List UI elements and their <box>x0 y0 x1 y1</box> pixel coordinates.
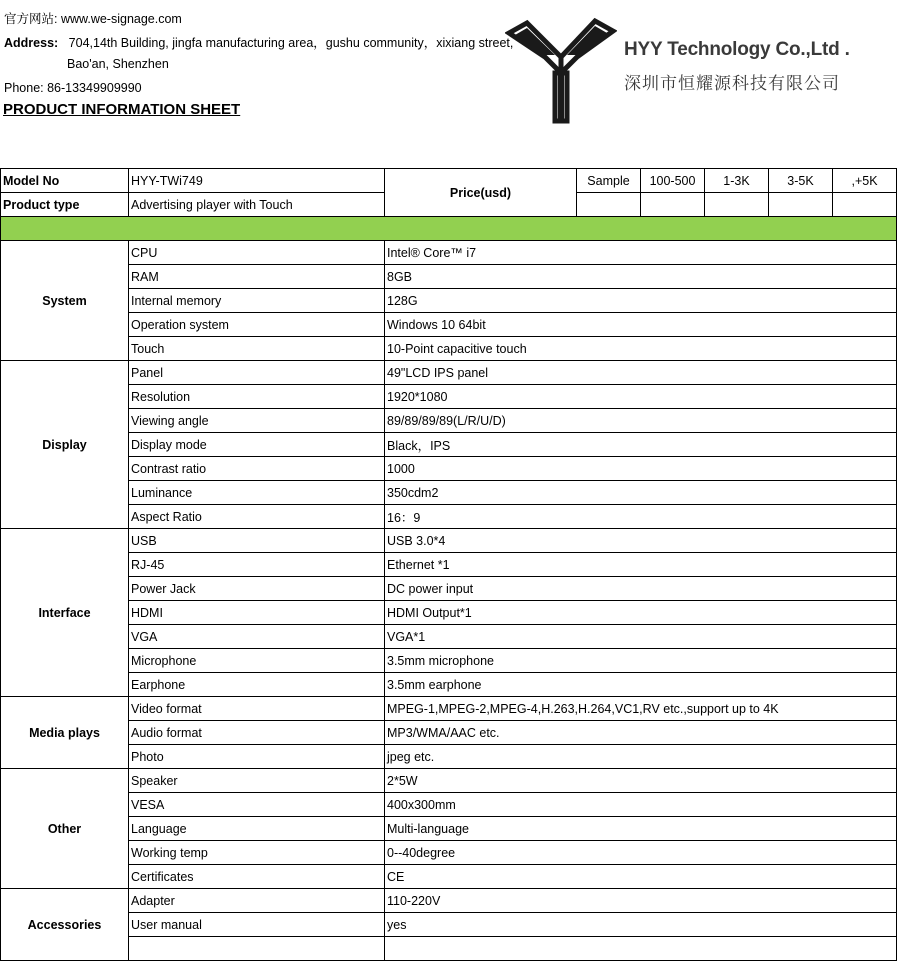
spec-label: Adapter <box>129 889 385 913</box>
spec-label: VGA <box>129 625 385 649</box>
product-info-table <box>0 168 897 961</box>
brand-name-cn: 深圳市恒耀源科技有限公司 <box>624 74 840 93</box>
address-line-2: Bao'an, Shenzhen <box>67 57 169 71</box>
spec-row <box>1 913 897 937</box>
spec-label: Touch <box>129 337 385 361</box>
address-line-1 <box>4 33 513 51</box>
spec-value: 10-Point capacitive touch <box>385 337 897 361</box>
section-name: Other <box>1 769 129 889</box>
spec-label: Audio format <box>129 721 385 745</box>
spec-row <box>1 241 897 265</box>
spec-row <box>1 865 897 889</box>
spec-value: 89/89/89/89(L/R/U/D) <box>385 409 897 433</box>
spec-row <box>1 553 897 577</box>
spec-label: Photo <box>129 745 385 769</box>
spec-label: Microphone <box>129 649 385 673</box>
section-divider-band <box>1 217 897 241</box>
spec-row <box>1 385 897 409</box>
spec-row <box>1 505 897 529</box>
spec-row <box>1 769 897 793</box>
address-label: Address: <box>4 36 59 50</box>
spec-value: 1920*1080 <box>385 385 897 409</box>
model-label: Model No <box>1 169 129 193</box>
spec-value: Windows 10 64bit <box>385 313 897 337</box>
price-cell-sample <box>577 193 641 217</box>
spec-row <box>1 313 897 337</box>
spec-value: VGA*1 <box>385 625 897 649</box>
spec-label: Certificates <box>129 865 385 889</box>
spec-row <box>1 793 897 817</box>
spec-label: Display mode <box>129 433 385 457</box>
spec-label: RJ-45 <box>129 553 385 577</box>
spec-row <box>1 529 897 553</box>
spec-label: Working temp <box>129 841 385 865</box>
section-name: System <box>1 241 129 361</box>
spec-label: Speaker <box>129 769 385 793</box>
spec-label <box>129 937 385 961</box>
spec-value: 16：9 <box>385 505 897 529</box>
address-text-1: 704,14th Building, jingfa manufacturing area，gushu community，xixiang street, <box>68 36 514 50</box>
spec-label: Panel <box>129 361 385 385</box>
spec-label: CPU <box>129 241 385 265</box>
spec-row <box>1 745 897 769</box>
spec-value: 3.5mm microphone <box>385 649 897 673</box>
spec-label: Operation system <box>129 313 385 337</box>
spec-row <box>1 289 897 313</box>
product-type-value: Advertising player with Touch <box>129 193 385 217</box>
spec-value: Multi-language <box>385 817 897 841</box>
website-link[interactable]: www.we-signage.com <box>60 12 182 26</box>
spec-value: HDMI Output*1 <box>385 601 897 625</box>
price-cell-5k-plus <box>833 193 897 217</box>
spec-row <box>1 481 897 505</box>
spec-value: 8GB <box>385 265 897 289</box>
spec-value: USB 3.0*4 <box>385 529 897 553</box>
spec-value: 49"LCD IPS panel <box>385 361 897 385</box>
spec-value: 2*5W <box>385 769 897 793</box>
model-value: HYY-TWi749 <box>129 169 385 193</box>
company-logo <box>505 17 617 125</box>
green-band-cell <box>1 217 897 241</box>
spec-value: Black，IPS <box>385 433 897 457</box>
price-cell-100-500 <box>641 193 705 217</box>
spec-row <box>1 889 897 913</box>
spec-label: Power Jack <box>129 577 385 601</box>
website-label: 官方网站: <box>4 12 58 26</box>
page-title: PRODUCT INFORMATION SHEET <box>3 101 241 118</box>
spec-value: 0--40degree <box>385 841 897 865</box>
spec-label: Resolution <box>129 385 385 409</box>
spec-value: MP3/WMA/AAC etc. <box>385 721 897 745</box>
spec-row <box>1 817 897 841</box>
spec-value: Intel® Core™ i7 <box>385 241 897 265</box>
price-tier-1-3k: 1-3K <box>705 169 769 193</box>
spec-row <box>1 721 897 745</box>
spec-value: 350cdm2 <box>385 481 897 505</box>
spec-row <box>1 841 897 865</box>
spec-value <box>385 937 897 961</box>
spec-row <box>1 457 897 481</box>
spec-value: DC power input <box>385 577 897 601</box>
spec-label: Internal memory <box>129 289 385 313</box>
price-tier-100-500: 100-500 <box>641 169 705 193</box>
spec-row <box>1 625 897 649</box>
price-tier-3-5k: 3-5K <box>769 169 833 193</box>
brand-name-en: HYY Technology Co.,Ltd . <box>624 39 850 60</box>
spec-label: VESA <box>129 793 385 817</box>
spec-label: RAM <box>129 265 385 289</box>
spec-value: yes <box>385 913 897 937</box>
price-cell-1-3k <box>705 193 769 217</box>
price-tier-sample: Sample <box>577 169 641 193</box>
section-name: Accessories <box>1 889 129 961</box>
spec-label: Language <box>129 817 385 841</box>
spec-row <box>1 697 897 721</box>
spec-row <box>1 673 897 697</box>
section-name: Display <box>1 361 129 529</box>
spec-row <box>1 433 897 457</box>
section-name: Media plays <box>1 697 129 769</box>
spec-value: MPEG-1,MPEG-2,MPEG-4,H.263,H.264,VC1,RV etc.,support up to 4K <box>385 697 897 721</box>
model-row <box>1 169 897 193</box>
price-tier-5k-plus: ,+5K <box>833 169 897 193</box>
spec-row <box>1 937 897 961</box>
spec-row <box>1 649 897 673</box>
spec-value: 400x300mm <box>385 793 897 817</box>
spec-label: User manual <box>129 913 385 937</box>
spec-row <box>1 265 897 289</box>
section-name: Interface <box>1 529 129 697</box>
spec-label: USB <box>129 529 385 553</box>
spec-row <box>1 409 897 433</box>
spec-label: Aspect Ratio <box>129 505 385 529</box>
spec-label: HDMI <box>129 601 385 625</box>
spec-row <box>1 337 897 361</box>
product-type-label: Product type <box>1 193 129 217</box>
phone-line: Phone: 86-13349909990 <box>4 81 142 95</box>
spec-value: 110-220V <box>385 889 897 913</box>
spec-row <box>1 577 897 601</box>
website-line <box>4 9 182 27</box>
spec-label: Earphone <box>129 673 385 697</box>
spec-value: CE <box>385 865 897 889</box>
spec-label: Luminance <box>129 481 385 505</box>
price-cell-3-5k <box>769 193 833 217</box>
spec-value: 1000 <box>385 457 897 481</box>
spec-value: 3.5mm earphone <box>385 673 897 697</box>
spec-label: Contrast ratio <box>129 457 385 481</box>
spec-row <box>1 601 897 625</box>
spec-row <box>1 361 897 385</box>
spec-label: Viewing angle <box>129 409 385 433</box>
spec-value: jpeg etc. <box>385 745 897 769</box>
spec-label: Video format <box>129 697 385 721</box>
price-label: Price(usd) <box>385 169 577 217</box>
spec-value: Ethernet *1 <box>385 553 897 577</box>
spec-value: 128G <box>385 289 897 313</box>
